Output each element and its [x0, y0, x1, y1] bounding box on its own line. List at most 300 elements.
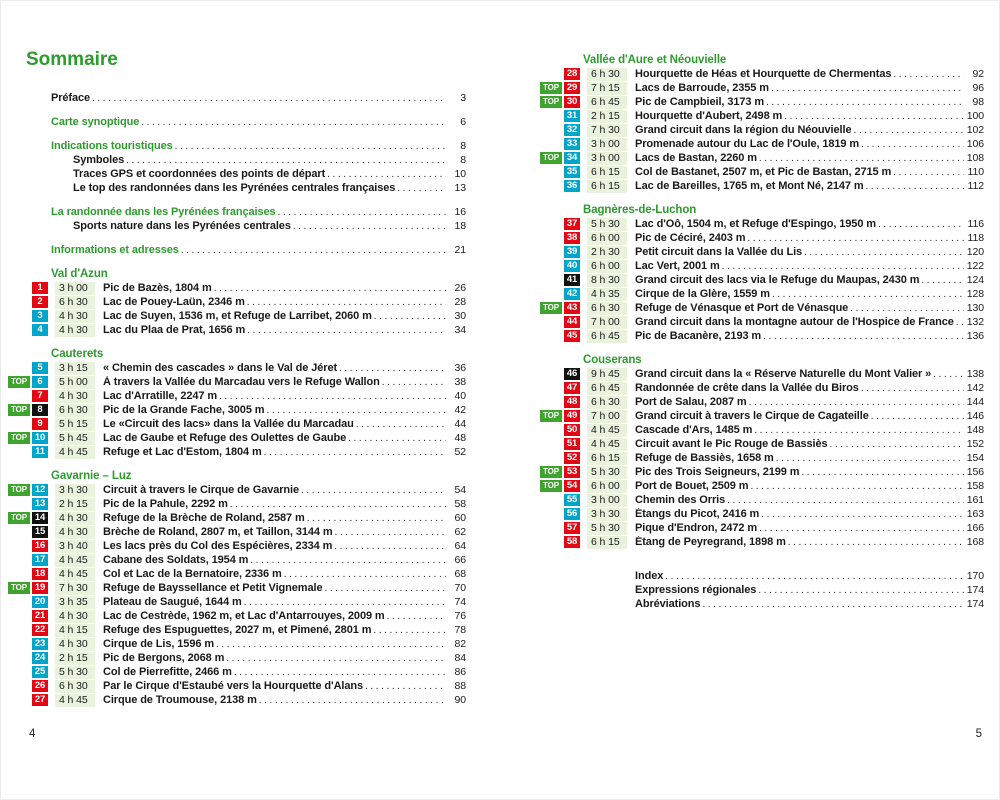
entry-page-number: 70 — [454, 582, 466, 594]
hike-row — [563, 287, 984, 301]
hike-row — [542, 81, 984, 95]
spacer — [31, 129, 466, 139]
hike-number-badge: 24 — [32, 652, 48, 664]
hike-duration: 4 h 30 — [55, 610, 95, 623]
hike-number-badge: 44 — [564, 316, 580, 328]
dot-leader — [861, 139, 964, 150]
hike-duration: 4 h 30 — [55, 310, 95, 323]
entry-page-number: 122 — [966, 260, 984, 272]
badge-zone — [5, 324, 48, 336]
entry-page-number: 174 — [966, 598, 984, 610]
hike-duration: 6 h 00 — [587, 232, 627, 245]
hike-row — [563, 245, 984, 259]
badge-zone — [5, 390, 48, 402]
badge-zone — [537, 274, 580, 286]
hike-number-badge: 6 — [32, 376, 48, 388]
entry-title: Pic de Campbieil, 3173 m — [635, 96, 765, 108]
entry-title: Refuge de Bayssellance et Petit Vignemale — [103, 582, 323, 594]
dot-leader — [126, 155, 446, 166]
entry-title: Étang de Peyregrand, 1898 m — [635, 536, 786, 548]
hike-row — [31, 539, 466, 553]
badge-zone — [5, 540, 48, 552]
dot-leader — [933, 369, 964, 380]
entry-page-number: 90 — [454, 694, 466, 706]
badge-zone — [5, 484, 48, 496]
hike-number-badge: 58 — [564, 536, 580, 548]
hike-duration: 7 h 30 — [55, 582, 95, 595]
hike-duration: 6 h 30 — [587, 68, 627, 81]
badge-zone — [537, 246, 580, 258]
badge-zone — [5, 296, 48, 308]
badge-zone — [5, 526, 48, 538]
toc-subentry — [31, 219, 466, 233]
entry-page-number: 124 — [966, 274, 984, 286]
hike-duration: 4 h 30 — [55, 638, 95, 651]
toc-entry — [563, 597, 984, 611]
hike-number-badge: 51 — [564, 438, 580, 450]
entry-page-number: 142 — [966, 382, 984, 394]
entry-page-number: 74 — [454, 596, 466, 608]
entry-page-number: 52 — [454, 446, 466, 458]
entry-page-number: 146 — [966, 410, 984, 422]
hike-row — [542, 479, 984, 493]
entry-title: Cirque de Lis, 1596 m — [103, 638, 214, 650]
spacer — [31, 233, 466, 243]
badge-zone — [537, 68, 580, 80]
hike-duration: 5 h 45 — [55, 432, 95, 445]
toc-entry — [31, 139, 466, 153]
badge-zone — [537, 466, 580, 478]
hike-row — [563, 367, 984, 381]
dot-leader — [259, 695, 446, 706]
hike-number-badge: 57 — [564, 522, 580, 534]
entry-page-number: 30 — [454, 310, 466, 322]
badge-zone — [537, 124, 580, 136]
spacer — [31, 337, 466, 347]
badge-zone — [537, 138, 580, 150]
entry-title: Refuge de Bassiès, 1658 m — [635, 452, 774, 464]
spacer — [563, 193, 984, 203]
hike-number-badge: 16 — [32, 540, 48, 552]
entry-title: À travers la Vallée du Marcadau vers le Refuge Wallon — [103, 376, 380, 388]
entry-page-number: 21 — [454, 244, 466, 256]
toc-entry — [31, 91, 466, 105]
entry-page-number: 66 — [454, 554, 466, 566]
hike-duration: 6 h 30 — [587, 302, 627, 315]
top-badge: TOP — [540, 466, 562, 478]
entry-title: Plateau de Saugué, 1644 m — [103, 596, 242, 608]
hike-row — [31, 417, 466, 431]
toc-entry — [563, 583, 984, 597]
hike-duration: 7 h 00 — [587, 316, 627, 329]
toc-entry — [31, 205, 466, 219]
hike-duration: 6 h 30 — [55, 296, 95, 309]
entry-title: Étangs du Picot, 2416 m — [635, 508, 760, 520]
hike-row — [563, 521, 984, 535]
spacer — [31, 105, 466, 115]
hike-row — [563, 451, 984, 465]
dot-leader — [788, 537, 964, 548]
entry-page-number: 144 — [966, 396, 984, 408]
hike-duration: 6 h 15 — [587, 452, 627, 465]
hike-duration: 6 h 30 — [587, 396, 627, 409]
badge-zone — [5, 582, 48, 594]
hike-number-badge: 25 — [32, 666, 48, 678]
hike-number-badge: 5 — [32, 362, 48, 374]
badge-zone — [5, 652, 48, 664]
spacer — [31, 257, 466, 267]
hike-number-badge: 23 — [32, 638, 48, 650]
hike-row — [31, 309, 466, 323]
hike-duration: 6 h 45 — [587, 382, 627, 395]
entry-page-number: 148 — [966, 424, 984, 436]
hike-number-badge: 47 — [564, 382, 580, 394]
hike-row — [563, 259, 984, 273]
badge-zone — [5, 512, 48, 524]
badge-zone — [537, 218, 580, 230]
badge-zone — [5, 694, 48, 706]
badge-zone — [5, 362, 48, 374]
entry-title: Cascade d'Ars, 1485 m — [635, 424, 753, 436]
dot-leader — [141, 117, 446, 128]
badge-zone — [537, 96, 580, 108]
hike-duration: 6 h 00 — [587, 260, 627, 273]
hike-number-badge: 8 — [32, 404, 48, 416]
hike-number-badge: 36 — [564, 180, 580, 192]
entry-title: Petit circuit dans la Vallée du Lis — [635, 246, 803, 258]
entry-page-number: 38 — [454, 376, 466, 388]
dot-leader — [750, 481, 964, 492]
entry-page-number: 92 — [972, 68, 984, 80]
top-badge: TOP — [8, 432, 30, 444]
spacer — [563, 343, 984, 353]
dot-leader — [878, 219, 964, 230]
badge-zone — [537, 396, 580, 408]
hike-duration: 3 h 00 — [587, 138, 627, 151]
hike-number-badge: 34 — [564, 152, 580, 164]
entry-title: Abréviations — [635, 598, 701, 610]
hike-duration: 4 h 30 — [55, 512, 95, 525]
hike-number-badge: 54 — [564, 480, 580, 492]
badge-zone — [537, 316, 580, 328]
entry-page-number: 132 — [966, 316, 984, 328]
section-heading — [31, 469, 466, 483]
entry-title: Lac de Bareilles, 1765 m, et Mont Né, 2147 m — [635, 180, 864, 192]
entry-title: Circuit à travers le Cirque de Gavarnie — [103, 484, 300, 496]
dot-leader — [850, 303, 964, 314]
dot-leader — [365, 681, 446, 692]
hike-duration: 3 h 30 — [587, 508, 627, 521]
hike-row — [31, 651, 466, 665]
page-number-left: 4 — [29, 728, 36, 740]
dot-leader — [175, 141, 446, 152]
entry-page-number: 60 — [454, 512, 466, 524]
hike-duration: 6 h 15 — [587, 166, 627, 179]
top-badge: TOP — [540, 96, 562, 108]
section-heading — [563, 353, 984, 367]
hike-duration: 7 h 00 — [587, 410, 627, 423]
hike-duration: 3 h 40 — [55, 540, 95, 553]
dot-leader — [247, 325, 446, 336]
hike-row — [563, 67, 984, 81]
entry-title: Lacs de Bastan, 2260 m — [635, 152, 757, 164]
hike-row — [31, 679, 466, 693]
hike-row — [542, 95, 984, 109]
dot-leader — [301, 485, 446, 496]
badge-zone — [537, 508, 580, 520]
section-title: Vallée d'Aure et Néouvielle — [583, 54, 727, 66]
hike-row — [563, 109, 984, 123]
entry-page-number: 44 — [454, 418, 466, 430]
section-title: Bagnères-de-Luchon — [583, 204, 697, 216]
dot-leader — [387, 611, 446, 622]
hike-row — [542, 409, 984, 423]
dot-leader — [893, 69, 964, 80]
entry-title: Chemin des Orris — [635, 494, 726, 506]
dot-leader — [219, 391, 446, 402]
entry-title: Le top des randonnées dans les Pyrénées centrales françaises — [73, 182, 396, 194]
dot-leader — [763, 331, 964, 342]
entry-title: « Chemin des cascades » dans le Val de Jéret — [103, 362, 338, 374]
entry-page-number: 116 — [967, 218, 984, 230]
entry-page-number: 154 — [966, 452, 984, 464]
badge-zone — [537, 424, 580, 436]
top-badge: TOP — [8, 376, 30, 388]
entry-page-number: 158 — [966, 480, 984, 492]
hike-duration: 3 h 30 — [55, 484, 95, 497]
entry-page-number: 26 — [454, 282, 466, 294]
entry-title: Lac de Suyen, 1536 m, et Refuge de Larribet, 2060 m — [103, 310, 372, 322]
hike-duration: 2 h 30 — [587, 246, 627, 259]
entry-title: Pique d'Endron, 2472 m — [635, 522, 758, 534]
hike-number-badge: 49 — [564, 410, 580, 422]
hike-row — [563, 493, 984, 507]
badge-zone — [5, 624, 48, 636]
hike-number-badge: 40 — [564, 260, 580, 272]
entry-title: Le «Circuit des lacs» dans la Vallée du Marcadau — [103, 418, 354, 430]
hike-number-badge: 12 — [32, 484, 48, 496]
entry-title: Cirque de Troumouse, 2138 m — [103, 694, 257, 706]
hike-duration: 4 h 30 — [55, 390, 95, 403]
entry-title: Cirque de la Glère, 1559 m — [635, 288, 770, 300]
entry-title: Refuge et Lac d'Estom, 1804 m — [103, 446, 262, 458]
dot-leader — [374, 311, 446, 322]
hike-row — [31, 693, 466, 707]
section-heading — [563, 53, 984, 67]
toc-subentry — [31, 153, 466, 167]
hike-number-badge: 53 — [564, 466, 580, 478]
hike-row — [31, 609, 466, 623]
badge-zone — [5, 432, 48, 444]
dot-leader — [759, 523, 964, 534]
spacer — [563, 559, 984, 569]
badge-zone — [5, 680, 48, 692]
hike-row — [563, 231, 984, 245]
hike-number-badge: 19 — [32, 582, 48, 594]
entry-title: Circuit avant le Pic Rouge de Bassiès — [635, 438, 828, 450]
hike-row — [31, 389, 466, 403]
dot-leader — [247, 297, 446, 308]
section-title: Val d'Azun — [51, 268, 108, 280]
hike-duration: 4 h 30 — [55, 526, 95, 539]
hike-number-badge: 43 — [564, 302, 580, 314]
dot-leader — [754, 425, 964, 436]
entry-page-number: 54 — [454, 484, 466, 496]
entry-page-number: 3 — [460, 92, 466, 104]
entry-title: Brèche de Roland, 2807 m, et Taillon, 3144 m — [103, 526, 333, 538]
entry-page-number: 98 — [972, 96, 984, 108]
top-badge: TOP — [8, 582, 30, 594]
entry-title: Lac d'Oô, 1504 m, et Refuge d'Espingo, 1950 m — [635, 218, 876, 230]
hike-number-badge: 10 — [32, 432, 48, 444]
entry-page-number: 88 — [454, 680, 466, 692]
dot-leader — [397, 183, 446, 194]
hike-row — [563, 137, 984, 151]
hike-duration: 4 h 45 — [55, 554, 95, 567]
hike-duration: 6 h 15 — [587, 180, 627, 193]
hike-number-badge: 14 — [32, 512, 48, 524]
entry-page-number: 156 — [966, 466, 984, 478]
top-badge: TOP — [540, 480, 562, 492]
entry-title: Traces GPS et coordonnées des points de départ — [73, 168, 326, 180]
hike-row — [31, 525, 466, 539]
entry-title: Grand circuit dans la montagne autour de l'Hospice de France — [635, 316, 954, 328]
dot-leader — [230, 499, 446, 510]
entry-title: Lac du Plaa de Prat, 1656 m — [103, 324, 246, 336]
hike-number-badge: 37 — [564, 218, 580, 230]
hike-number-badge: 4 — [32, 324, 48, 336]
entry-title: Les lacs près du Col des Espécières, 2334 m — [103, 540, 333, 552]
entry-page-number: 62 — [454, 526, 466, 538]
toc-entry — [563, 569, 984, 583]
hike-number-badge: 35 — [564, 166, 580, 178]
hike-duration: 4 h 30 — [55, 324, 95, 337]
section-title: Gavarnie – Luz — [51, 470, 132, 482]
dot-leader — [702, 599, 964, 610]
entry-page-number: 16 — [454, 206, 466, 218]
entry-page-number: 102 — [966, 124, 984, 136]
entry-title: Carte synoptique — [51, 116, 140, 128]
entry-title: Lac de Cestrède, 1962 m, et Lac d'Antarrouyes, 2009 m — [103, 610, 385, 622]
dot-leader — [250, 555, 446, 566]
section-title: Couserans — [583, 354, 642, 366]
hike-number-badge: 13 — [32, 498, 48, 510]
hike-number-badge: 32 — [564, 124, 580, 136]
hike-number-badge: 29 — [564, 82, 580, 94]
dot-leader — [747, 233, 964, 244]
entry-title: Grand circuit dans la « Réserve Naturelle du Mont Valier » — [635, 368, 932, 380]
entry-page-number: 100 — [966, 110, 984, 122]
hike-number-badge: 11 — [32, 446, 48, 458]
entry-title: Symboles — [73, 154, 125, 166]
hike-row — [31, 567, 466, 581]
entry-title: Hourquette de Héas et Hourquette de Chermentas — [635, 68, 892, 80]
entry-title: Port de Salau, 2087 m — [635, 396, 747, 408]
entry-page-number: 40 — [454, 390, 466, 402]
entry-page-number: 108 — [966, 152, 984, 164]
entry-title: Promenade autour du Lac de l'Oule, 1819 m — [635, 138, 860, 150]
badge-zone — [5, 568, 48, 580]
entry-page-number: 161 — [966, 494, 984, 506]
hike-duration: 9 h 45 — [587, 368, 627, 381]
hike-row — [10, 375, 466, 389]
badge-zone — [5, 554, 48, 566]
badge-zone — [5, 404, 48, 416]
hike-row — [542, 151, 984, 165]
toc-subentry — [31, 181, 466, 195]
entry-page-number: 42 — [454, 404, 466, 416]
dot-leader — [348, 433, 446, 444]
entry-title: Cabane des Soldats, 1954 m — [103, 554, 249, 566]
hike-number-badge: 33 — [564, 138, 580, 150]
hike-number-badge: 30 — [564, 96, 580, 108]
hike-number-badge: 26 — [32, 680, 48, 692]
hike-duration: 5 h 30 — [587, 522, 627, 535]
hike-number-badge: 28 — [564, 68, 580, 80]
dot-leader — [749, 397, 964, 408]
hike-row — [563, 123, 984, 137]
badge-zone — [5, 376, 48, 388]
hike-row — [31, 595, 466, 609]
entry-title: Hourquette d'Aubert, 2498 m — [635, 110, 783, 122]
section-title: Cauterets — [51, 348, 104, 360]
entry-page-number: 36 — [454, 362, 466, 374]
entry-page-number: 163 — [966, 508, 984, 520]
entry-title: Pic de la Pahule, 2292 m — [103, 498, 228, 510]
hike-number-badge: 9 — [32, 418, 48, 430]
entry-title: Lacs de Barroude, 2355 m — [635, 82, 769, 94]
entry-title: Port de Bouet, 2509 m — [635, 480, 749, 492]
entry-page-number: 118 — [967, 232, 984, 244]
entry-title: Pic de Céciré, 2403 m — [635, 232, 746, 244]
entry-page-number: 84 — [454, 652, 466, 664]
dot-leader — [784, 111, 964, 122]
dot-leader — [339, 363, 446, 374]
hike-number-badge: 56 — [564, 508, 580, 520]
hike-number-badge: 45 — [564, 330, 580, 342]
hike-row — [31, 553, 466, 567]
badge-zone — [537, 410, 580, 422]
entry-title: Refuge de Vénasque et Port de Vénasque — [635, 302, 849, 314]
entry-page-number: 86 — [454, 666, 466, 678]
hike-row — [31, 361, 466, 375]
badge-zone — [5, 596, 48, 608]
entry-title: Pic de la Grande Fache, 3005 m — [103, 404, 265, 416]
hike-duration: 4 h 35 — [587, 288, 627, 301]
entry-page-number: 58 — [454, 498, 466, 510]
badge-zone — [5, 310, 48, 322]
hike-duration: 5 h 00 — [55, 376, 95, 389]
badge-zone — [537, 260, 580, 272]
hike-row — [563, 165, 984, 179]
spacer — [563, 549, 984, 559]
badge-zone — [537, 480, 580, 492]
top-badge: TOP — [8, 512, 30, 524]
dot-leader — [801, 467, 964, 478]
hike-row — [563, 315, 984, 329]
top-badge: TOP — [8, 484, 30, 496]
hike-duration: 3 h 15 — [55, 362, 95, 375]
badge-zone — [537, 232, 580, 244]
hike-number-badge: 39 — [564, 246, 580, 258]
hike-number-badge: 52 — [564, 452, 580, 464]
dot-leader — [921, 275, 964, 286]
dot-leader — [278, 207, 446, 218]
entry-title: Pic de Bacanère, 2193 m — [635, 330, 762, 342]
entry-title: Refuge des Espuguettes, 2027 m, et Pimené, 2801 m — [103, 624, 372, 636]
badge-zone — [5, 498, 48, 510]
dot-leader — [727, 495, 964, 506]
